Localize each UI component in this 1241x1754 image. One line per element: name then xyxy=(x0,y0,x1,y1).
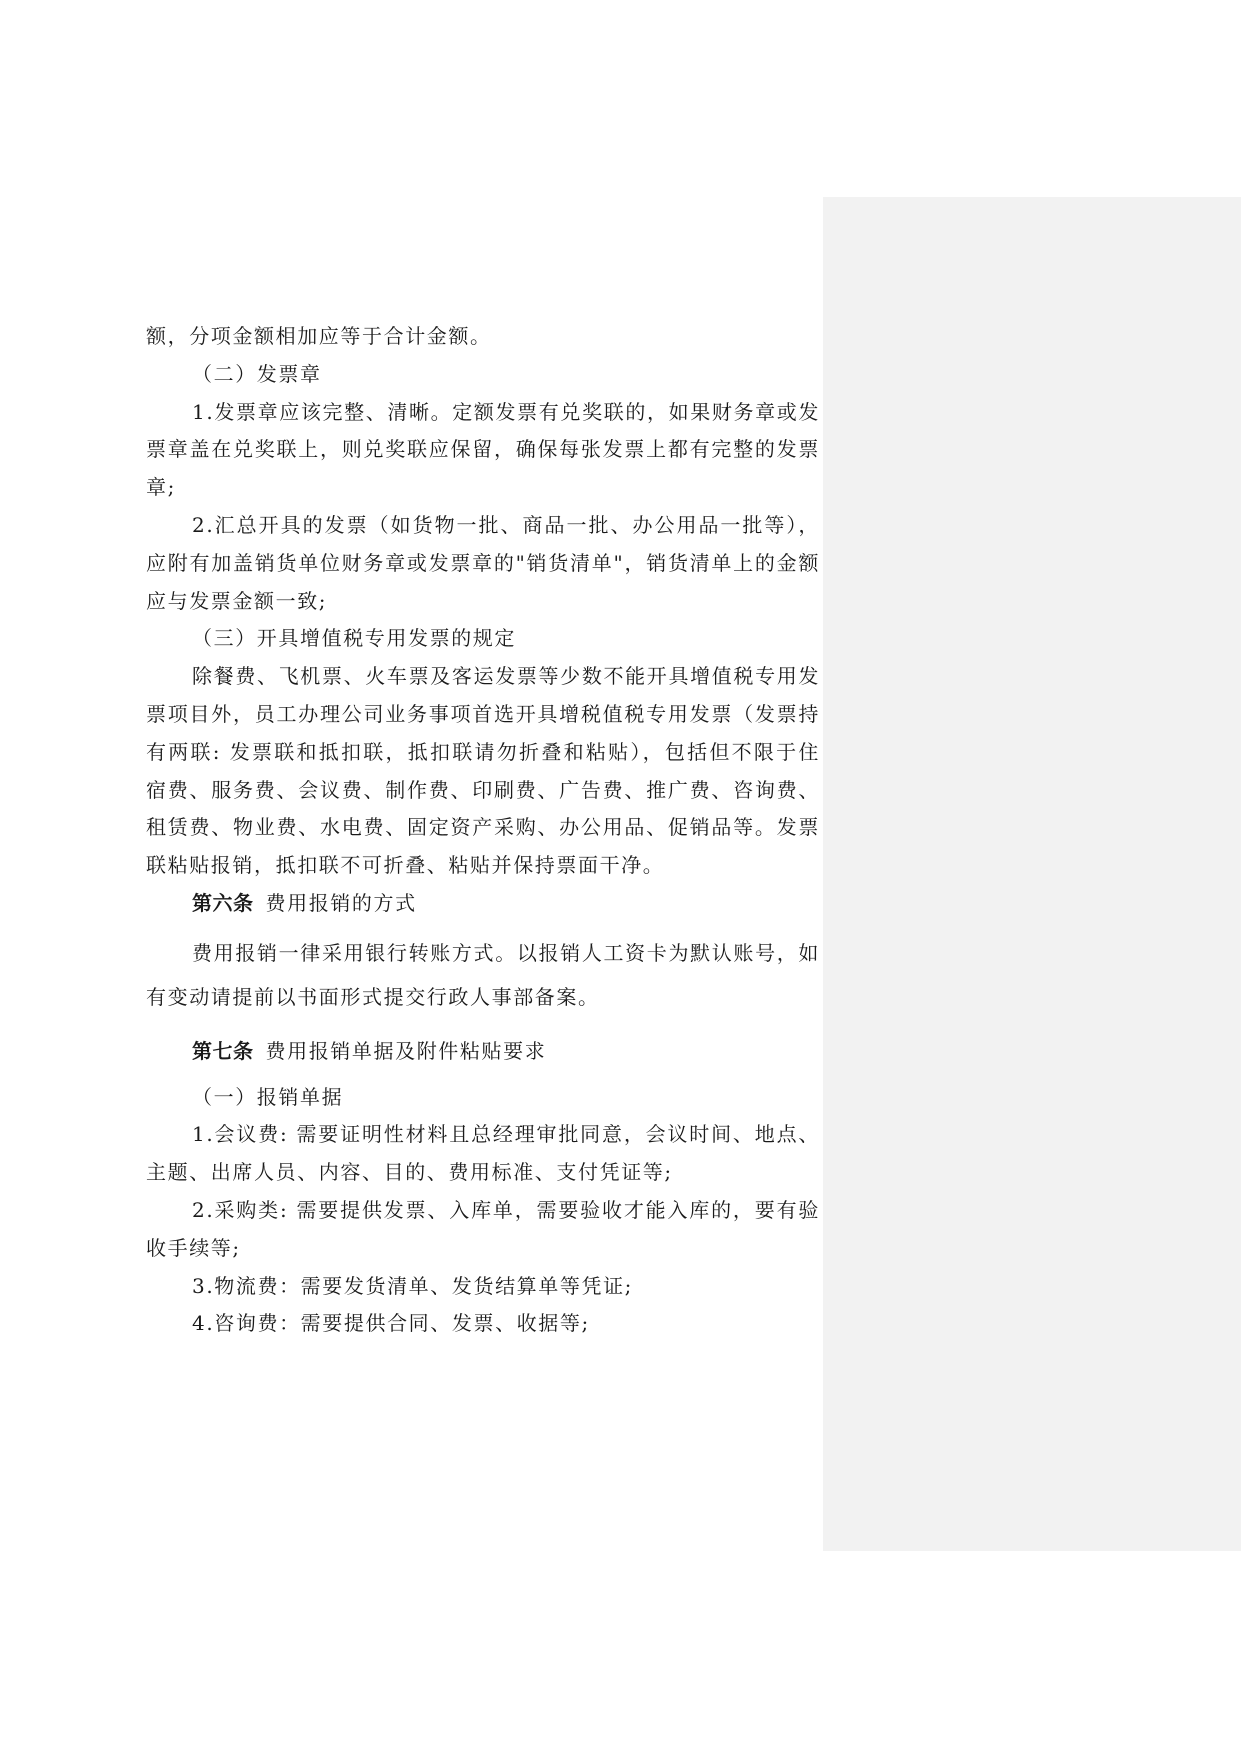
paragraph-receipt-rule-3: 3.物流费：需要发货清单、发货结算单等凭证; xyxy=(192,1273,634,1298)
article-heading-6 xyxy=(146,885,820,923)
article-heading-7 xyxy=(146,1033,820,1071)
paragraph-receipt-rule-4: 4.咨询费：需要提供合同、发票、收据等; xyxy=(192,1311,590,1336)
document-body xyxy=(146,318,820,1343)
paragraph-continuation: 额，分项金额相加应等于合计金额。 xyxy=(146,324,492,348)
paragraph-vat-rule: 除餐费、飞机票、火车票及客运发票等少数不能开具增值税专用发票项目外，员工办理公司业务事项首选开具增税值税专用发票（发票持有两联: 发票联和抵扣联，抵扣联请勿折叠和粘贴），包括但不限于住宿费、服务费、会议费、制作费、印刷费、广告费、推广费、咨询费、租赁费、物业费、水电费、固定资产采购、办公用品、促销品等。发票联粘贴报销，抵扣联不可折叠、粘贴并保持票面干净。 xyxy=(146,664,820,878)
paragraph-seal-rule-2: 2.汇总开具的发票（如货物一批、商品一批、办公用品一批等），应附有加盖销货单位财务章或发票章的"销货清单"，销货清单上的金额应与发票金额一致; xyxy=(146,512,820,613)
article-number: 第六条 xyxy=(192,890,254,915)
article-title: 费用报销的方式 xyxy=(265,890,417,915)
paragraph-receipt-rule-1: 1.会议费: 需要证明性材料且总经理审批同意，会议时间、地点、主题、出席人员、内容、目的、费用标准、支付凭证等; xyxy=(146,1122,820,1185)
paragraph-seal-rule-1: 1.发票章应该完整、清晰。定额发票有兑奖联的，如果财务章或发票章盖在兑奖联上，则兑奖联应保留，确保每张发票上都有完整的发票章; xyxy=(146,399,820,500)
paragraph-payment-method: 费用报销一律采用银行转账方式。以报销人工资卡为默认账号，如有变动请提前以书面形式提交行政人事部备案。 xyxy=(146,940,820,1009)
section-heading-invoice-seal: （二）发票章 xyxy=(192,361,322,386)
article-title: 费用报销单据及附件粘贴要求 xyxy=(265,1038,547,1063)
section-heading-receipts: （一）报销单据 xyxy=(192,1084,344,1109)
article-number: 第七条 xyxy=(192,1038,254,1063)
section-heading-vat-invoice: （三）开具增值税专用发票的规定 xyxy=(192,626,516,651)
paragraph-receipt-rule-2: 2.采购类: 需要提供发票、入库单，需要验收才能入库的，要有验收手续等; xyxy=(146,1197,820,1260)
comment-margin-pane xyxy=(823,197,1241,1551)
